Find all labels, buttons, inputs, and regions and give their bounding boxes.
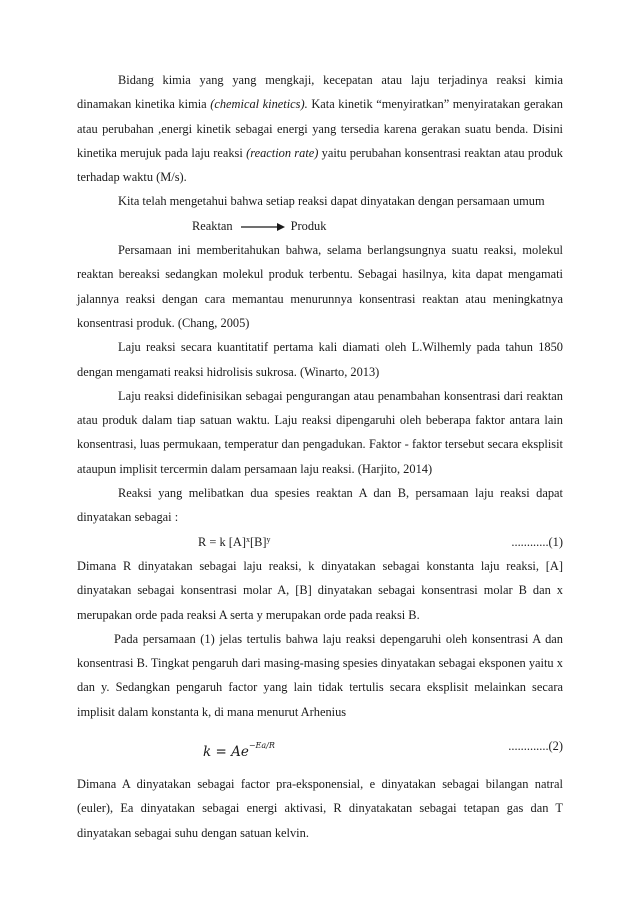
- term-chemical-kinetics: (chemical kinetics).: [210, 97, 308, 112]
- paragraph-text: Kata kinetik “menyiratkan” menyiratakan gerakan atau perubahan ,energi kinetik sebagai energi yang tersedia karena gerakan suatu benda. Disini kinetika merujuk pada laju reaksi: [77, 97, 563, 160]
- equation-number-1: ............(1): [511, 534, 563, 549]
- paragraph-persamaan-1: Pada persamaan (1) jelas tertulis bahwa laju reaksi depengaruhi oleh konsentrasi A dan konsentrasi B. Tingkat pengaruh dari masing-masing spesies dinyatakan sebagai eksponen yaitu x dan y. Sedangkan pengaruh factor yang lain tidak tertulis secara eksplisit melainkan secara implisit dalam konstanta k, di mana menurut Arhenius: [77, 631, 563, 719]
- paragraph-kinetika-kimia: [77, 68, 563, 189]
- paragraph-text: yaitu perubahan konsentrasi reaktan atau produk terhadap waktu (M/s).: [77, 145, 563, 185]
- product-label: Produk: [290, 218, 327, 233]
- paragraph-text: Bidang kimia yang yang mengkaji, kecepatan atau laju terjadinya reaksi kimia dinamakan kinetika kimia: [77, 73, 563, 112]
- reactant-label: Reaktan: [192, 218, 233, 233]
- reaction-equation: [77, 214, 563, 238]
- arrhenius-expression: $k = Ae^{-Ea/R}$: [203, 741, 275, 761]
- right-arrow-icon: [241, 222, 285, 232]
- rate-law-expression: R = k $[A]^x[B]^y$: [198, 534, 271, 549]
- paragraph-definisi-laju: Laju reaksi didefinisikan sebagai pengurangan atau penambahan konsentrasi dari reaktan atau produk dalam tiap satuan waktu. Laju reaksi dipengaruhi oleh beberapa faktor antara lain konsentrasi, luas permukaan, temperatur dan pengadukan. Faktor - faktor tersebut secara eksplisit ataupun implisit tercermin dalam persamaan laju reaksi. (Harjito, 2014): [77, 388, 563, 476]
- document-page: [77, 68, 563, 845]
- equation-number-2: .............(2): [508, 739, 563, 754]
- paragraph-persamaan-umum: Kita telah mengetahui bahwa setiap reaksi dapat dinyatakan dengan persamaan umum: [118, 194, 545, 209]
- equation-2: [77, 724, 563, 772]
- paragraph-dimana-r: Dimana R dinyatakan sebagai laju reaksi, k dinyatakan sebagai konstanta laju reaksi, [A] dinyatakan sebagai konsentrasi molar A, [B] dinyatakan sebagai konsentrasi molar B dan x merupakan orde pada reaksi A serta y merupakan orde pada reaksi B.: [77, 558, 563, 622]
- paragraph-molekul-reaktan: Persamaan ini memberitahukan bahwa, selama berlangsungnya suatu reaksi, molekul reaktan bereaksi sedangkan molekul produk terbentu. Sebagai hasilnya, kita dapat mengamati jalannya reaksi dengan cara memantau menurunnya konsentrasi reaktan atau meningkatnya konsentrasi produk. (Chang, 2005): [77, 243, 563, 330]
- paragraph-spesies-reaktan: Reaksi yang melibatkan dua spesies reaktan A dan B, persamaan laju reaksi dapat dinyatakan sebagai :: [77, 486, 563, 525]
- equation-1: [77, 530, 563, 554]
- term-reaction-rate: (reaction rate): [246, 145, 319, 160]
- paragraph-wilhemly: Laju reaksi secara kuantitatif pertama kali diamati oleh L.Wilhemly pada tahun 1850 dengan mengamati reaksi hidrolisis sukrosa. (Winarto, 2013): [77, 340, 563, 379]
- paragraph-dimana-a: Dimana A dinyatakan sebagai factor pra-eksponensial, e dinyatakan sebagai bilangan natral (euler), Ea dinyatakan sebagai energi aktivasi, R dinyatakatan sebagai tetapan gas dan T dinyatakan sebagai suhu dengan satuan kelvin.: [77, 777, 563, 840]
